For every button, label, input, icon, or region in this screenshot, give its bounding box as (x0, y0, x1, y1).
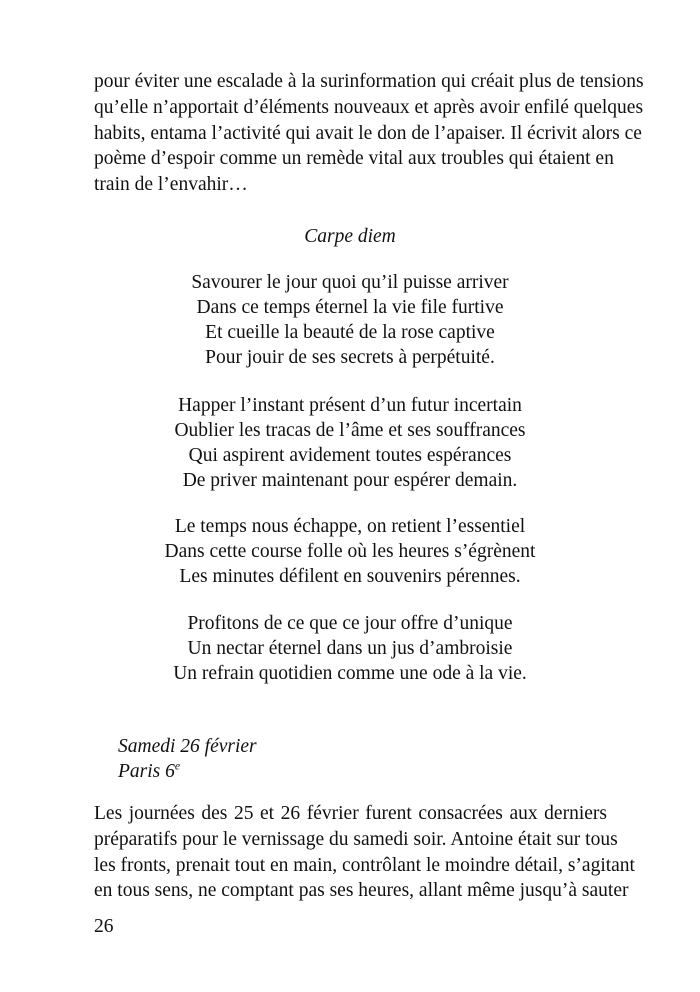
paragraph-line: les fronts, prenait tout en main, contrôlant le moindre détail, s’agitant (94, 854, 635, 876)
paragraph-intro (94, 69, 644, 198)
poem-verse: Les minutes défilent en souvenirs pérennes. (179, 566, 521, 587)
poem-stanza-4 (0, 611, 700, 686)
poem-verse: Et cueille la beauté de la rose captive (205, 322, 495, 343)
poem-verse: Pour jouir de ses secrets à perpétuité. (205, 347, 495, 368)
poem-verse: Profitons de ce que ce jour offre d’unique (187, 613, 513, 634)
poem-verse: Le temps nous échappe, on retient l’essentiel (174, 516, 526, 537)
paragraph-line: poème d’espoir comme un remède vital aux troubles qui étaient en (94, 148, 614, 170)
poem-verse: Dans cette course folle où les heures s’égrènent (164, 541, 536, 562)
dateline-place-text: Paris 6 (118, 761, 175, 782)
paragraph-line: Les journées des 25 et 26 février furent consacrées aux derniers (94, 803, 607, 824)
paragraph-line: pour éviter une escalade à la surinformation qui créait plus de tensions (94, 71, 644, 92)
poem-stanza-3 (0, 514, 700, 589)
poem-title: Carpe diem (304, 226, 396, 247)
dateline-place-superscript: e (174, 759, 181, 773)
paragraph-line: qu’elle n’apportait d’éléments nouveaux et après avoir enfilé quelques (94, 96, 644, 118)
poem-verse: Un refrain quotidien comme une ode à la vie. (173, 663, 527, 684)
page-number: 26 (94, 916, 114, 937)
paragraph-line: en tous sens, ne comptant pas ses heures, allant même jusqu’à sauter (94, 880, 629, 902)
poem-stanza-2 (0, 393, 700, 493)
poem-verse: Oublier les tracas de l’âme et ses souffrances (174, 420, 526, 441)
poem-verse: Dans ce temps éternel la vie file furtive (196, 297, 504, 318)
poem-verse: Happer l’instant présent d’un futur incertain (178, 395, 522, 416)
poem-stanza-1 (0, 270, 700, 370)
paragraph-line: préparatifs pour le vernissage du samedi soir. Antoine était sur tous (94, 828, 618, 850)
section-dateline (118, 734, 257, 784)
paragraph-line: habits, entama l’activité qui avait le don de l’apaiser. Il écrivit alors ce (94, 122, 642, 144)
poem-verse: Savourer le jour quoi qu’il puisse arriver (191, 272, 509, 293)
poem-verse: Un nectar éternel dans un jus d’ambroisie (187, 638, 513, 659)
paragraph-line: train de l’envahir… (94, 174, 248, 196)
paragraph-section (94, 801, 635, 904)
poem-verse: De priver maintenant pour espérer demain. (182, 470, 518, 491)
dateline-place (118, 759, 257, 784)
dateline-date: Samedi 26 février (118, 736, 257, 757)
poem-verse: Qui aspirent avidement toutes espérances (188, 445, 512, 466)
